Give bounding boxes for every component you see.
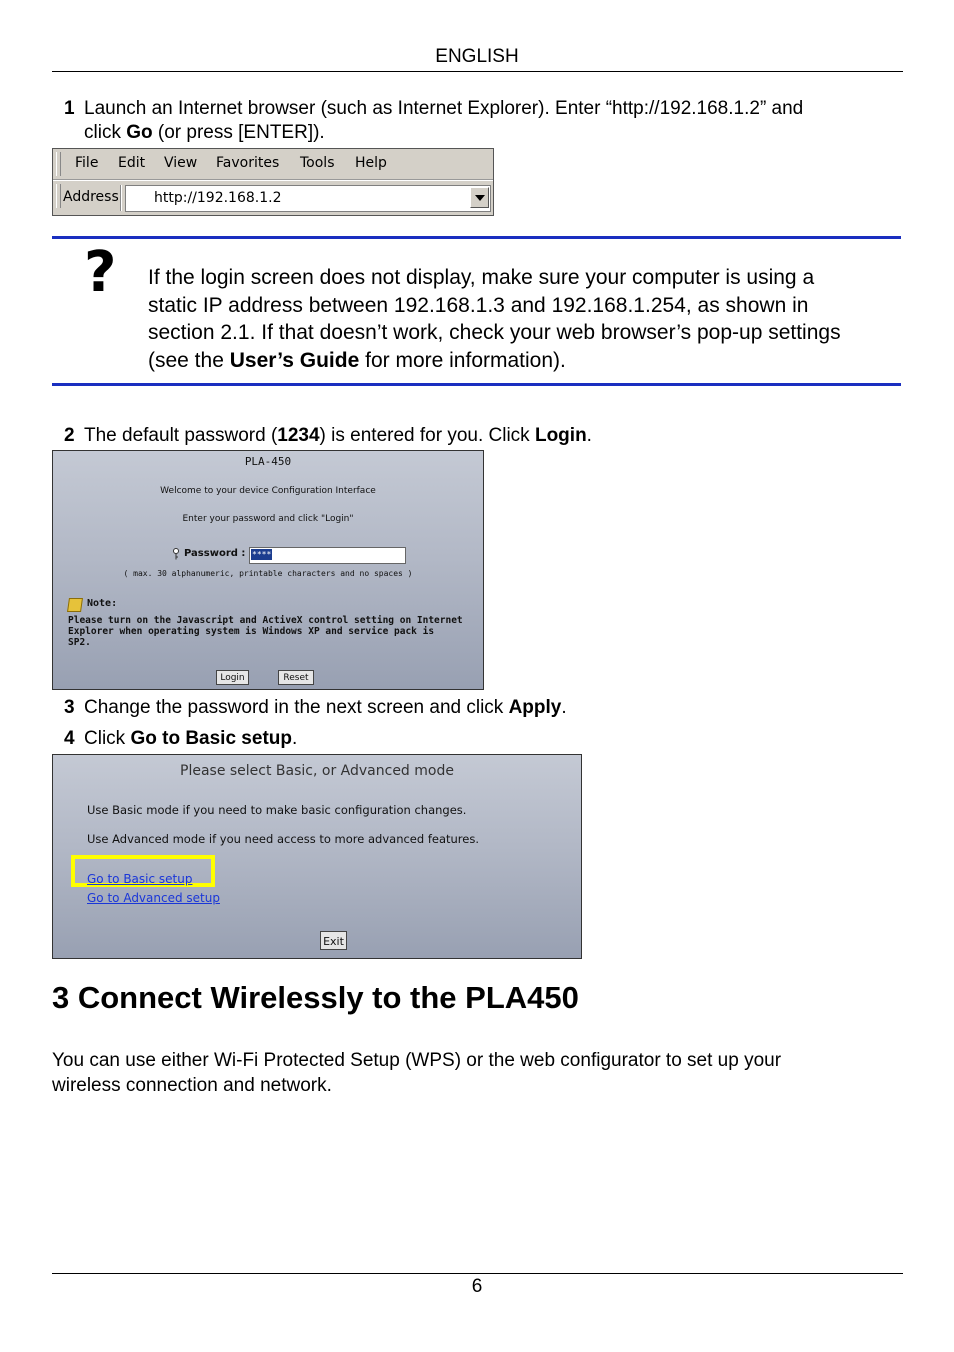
- note-line: Explorer when operating system is Windows XP and service pack is: [68, 626, 435, 637]
- question-mark-icon: ?: [84, 240, 117, 305]
- password-label: Password :: [184, 548, 246, 559]
- header-rule: [52, 71, 903, 72]
- footer-rule: [52, 1273, 903, 1274]
- basic-setup-link[interactable]: Go to Basic setup: [87, 872, 193, 886]
- toolbar-separator: [120, 185, 122, 211]
- dropdown-arrow-icon[interactable]: [470, 187, 489, 208]
- text-run: Change the password in the next screen and click: [84, 697, 509, 718]
- password-input[interactable]: [249, 547, 406, 564]
- step-number: 2: [64, 425, 75, 446]
- note-line: static IP address between 192.168.1.3 and 192.168.1.254, as shown in: [148, 293, 809, 317]
- step-number: 1: [64, 98, 75, 119]
- note-line: If the login screen does not display, make sure your computer is using a: [148, 266, 815, 289]
- text-run: (see the: [148, 348, 230, 372]
- login-button[interactable]: Login: [216, 670, 249, 685]
- step-4: [64, 727, 904, 751]
- basic-mode-description: Use Basic mode if you need to make basic configuration changes.: [87, 803, 467, 817]
- browser-note: [68, 615, 463, 648]
- password-hint: ( max. 30 alphanumeric, printable characters and no spaces ): [123, 569, 413, 578]
- step-text: [84, 424, 592, 448]
- step-2: [64, 424, 904, 448]
- step-1: [64, 97, 904, 147]
- page-number: 6: [471, 1276, 483, 1297]
- step-number: 4: [64, 728, 75, 749]
- note-line: SP2.: [68, 637, 91, 648]
- address-value: http://192.168.1.2: [154, 190, 282, 206]
- toolbar-grip: [56, 184, 61, 208]
- menu-item-file[interactable]: File: [75, 155, 99, 171]
- step-3: [64, 696, 904, 720]
- note-top-rule: [52, 236, 901, 239]
- section-title: 3 Connect Wirelessly to the PLA450: [52, 980, 579, 1015]
- advanced-setup-link[interactable]: Go to Advanced setup: [87, 891, 220, 905]
- instruction-text: Enter your password and click "Login": [182, 514, 354, 524]
- exit-button[interactable]: Exit: [320, 931, 347, 950]
- step-text: [84, 696, 567, 720]
- menu-item-tools[interactable]: Tools: [300, 155, 335, 171]
- body-line: wireless connection and network.: [52, 1075, 332, 1096]
- bold-term: Go to Basic setup: [130, 728, 292, 749]
- key-icon: [172, 548, 180, 560]
- mode-select-screenshot: [52, 754, 582, 959]
- note-text: [148, 264, 900, 374]
- step-number: 3: [64, 697, 75, 718]
- menu-item-help[interactable]: Help: [355, 155, 387, 171]
- text-run: .: [561, 697, 567, 718]
- menu-item-favorites[interactable]: Favorites: [216, 155, 280, 171]
- body-line: You can use either Wi-Fi Protected Setup (WPS) or the web configurator to set up your: [52, 1050, 782, 1071]
- address-bar: [53, 180, 493, 216]
- header-language: ENGLISH: [435, 46, 519, 67]
- login-screen-screenshot: [52, 450, 484, 690]
- text-run: .: [291, 728, 298, 749]
- bold-term: Go: [126, 122, 153, 143]
- note-line: [148, 347, 900, 375]
- reset-button[interactable]: Reset: [278, 670, 314, 685]
- browser-toolbar-screenshot: [52, 148, 494, 216]
- note-icon: [67, 598, 83, 612]
- address-label: Address: [63, 189, 119, 205]
- address-input[interactable]: [125, 185, 491, 212]
- note-line: Please turn on the Javascript and ActiveX control setting on Internet: [68, 615, 463, 626]
- text-run: (or press [ENTER]).: [152, 122, 325, 143]
- bold-term: User’s Guide: [229, 348, 360, 372]
- text-run: The default password (: [84, 425, 278, 446]
- password-mask: ****: [252, 550, 272, 559]
- menu-item-view[interactable]: View: [164, 155, 198, 171]
- welcome-text: Welcome to your device Configuration Interface: [160, 486, 376, 496]
- text-run: Click: [84, 728, 131, 749]
- note-bottom-rule: [52, 383, 901, 386]
- device-title: PLA-450: [244, 455, 292, 468]
- section-body: [52, 1048, 902, 1098]
- menu-bar: [53, 149, 493, 180]
- text-run: .: [586, 425, 592, 446]
- advanced-mode-description: Use Advanced mode if you need access to more advanced features.: [87, 832, 480, 846]
- step-text-continued: [84, 121, 325, 145]
- step-text: [84, 727, 297, 751]
- note-line: section 2.1. If that doesn’t work, check your web browser’s pop-up settings: [148, 321, 841, 344]
- bold-term: Apply: [508, 697, 562, 718]
- menu-item-edit[interactable]: Edit: [118, 155, 146, 171]
- text-run: for more information).: [359, 348, 566, 372]
- step-text: Launch an Internet browser (such as Internet Explorer). Enter “http://192.168.1.2” and: [84, 98, 804, 119]
- mode-title: Please select Basic, or Advanced mode: [180, 763, 454, 779]
- bold-term: 1234: [277, 425, 320, 446]
- toolbar-grip: [56, 152, 61, 176]
- text-run: ) is entered for you. Click: [319, 425, 535, 446]
- note-label: Note:: [87, 598, 118, 609]
- bold-term: Login: [534, 425, 587, 446]
- text-run: click: [84, 122, 127, 143]
